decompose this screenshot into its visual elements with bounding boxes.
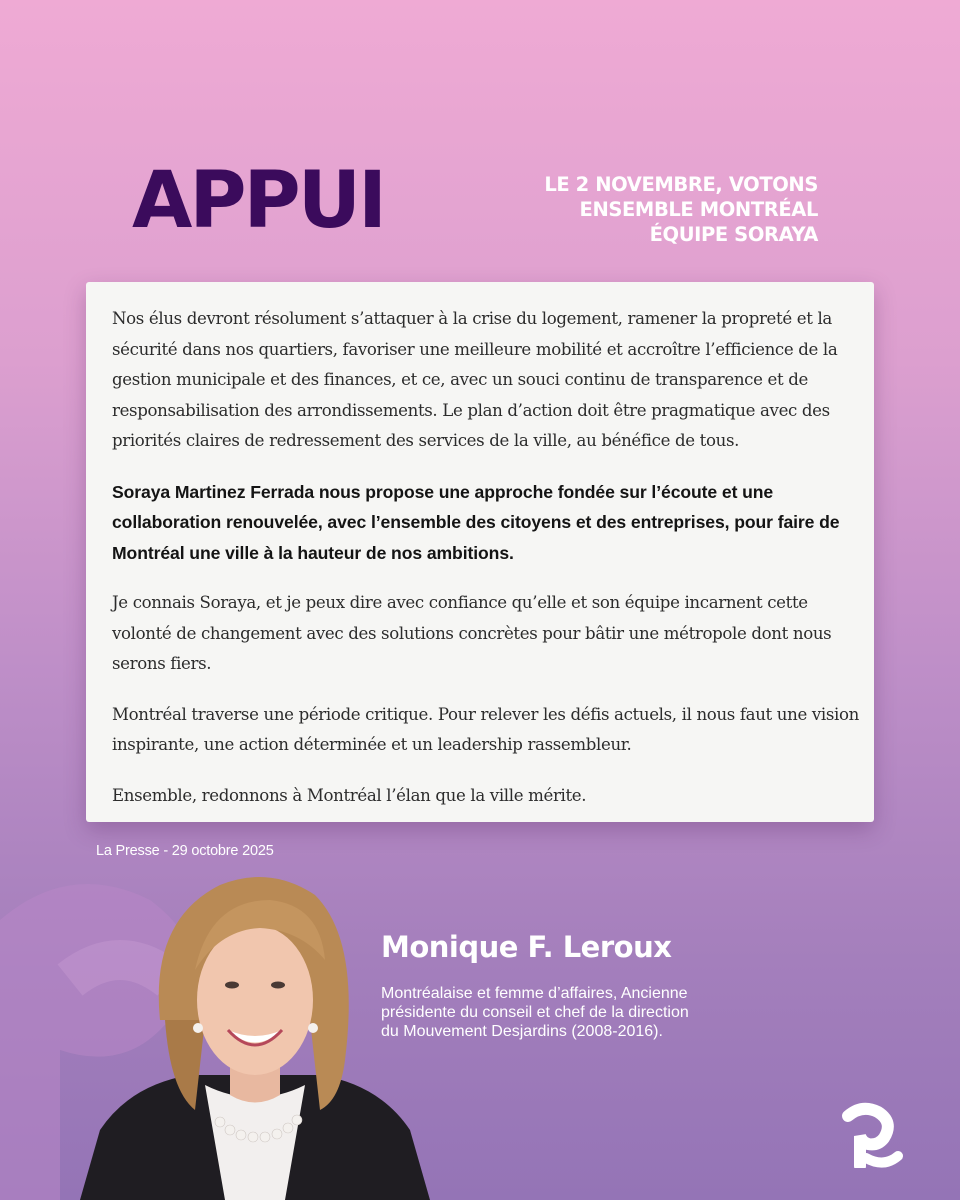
person-description-line: présidente du conseil et chef de la direction	[381, 1004, 689, 1021]
tagline-line: ÉQUIPE SORAYA	[649, 222, 818, 246]
source-caption: La Presse - 29 octobre 2025	[96, 843, 274, 859]
quote-paragraph: Ensemble, redonnons à Montréal l’élan que la ville mérite.	[112, 785, 587, 805]
person-description-line: Montréalaise et femme d’affaires, Ancienne	[381, 985, 688, 1002]
ensemble-montreal-logo-icon	[840, 1102, 904, 1168]
quote-paragraph: Je connais Soraya, et je peux dire avec confiance qu’elle et son équipe incarnent cette volonté de changement avec des solutions concrètes pour bâtir une métropole dont nous serons fiers.	[112, 593, 832, 673]
person-description	[381, 984, 761, 1041]
quote-paragraph-bold: Soraya Martinez Ferrada nous propose une approche fondée sur l’écoute et une collaboration renouvelée, avec l’ensemble des citoyens et des entreprises, pour faire de Montréal une ville à la hauteur de nos ambitions.	[112, 481, 840, 563]
quote-paragraph: Montréal traverse une période critique. Pour relever les défis actuels, il nous faut une vision inspirante, une action déterminée et un leadership rassembleur.	[112, 704, 859, 754]
quote-card	[86, 282, 874, 822]
tagline	[438, 173, 818, 248]
page-title: APPUI	[132, 156, 385, 246]
quote-paragraph: Nos élus devront résolument s’attaquer à la crise du logement, ramener la propreté et la sécurité dans nos quartiers, favoriser une meilleure mobilité et accroître l’efficience de la gestion municipale et des finances, et ce, avec un souci continu de transparence et de responsabilisation des arrondissements. Le plan d’action doit être pragmatique avec des priorités claires de redressement des services de la ville, au bénéfice de tous.	[112, 309, 838, 450]
person-name: Monique F. Leroux	[381, 930, 672, 964]
tagline-line: LE 2 NOVEMBRE, VOTONS	[544, 173, 818, 196]
tagline-line: ENSEMBLE MONTRÉAL	[579, 197, 818, 221]
person-description-line: du Mouvement Desjardins (2008-2016).	[381, 1023, 663, 1040]
